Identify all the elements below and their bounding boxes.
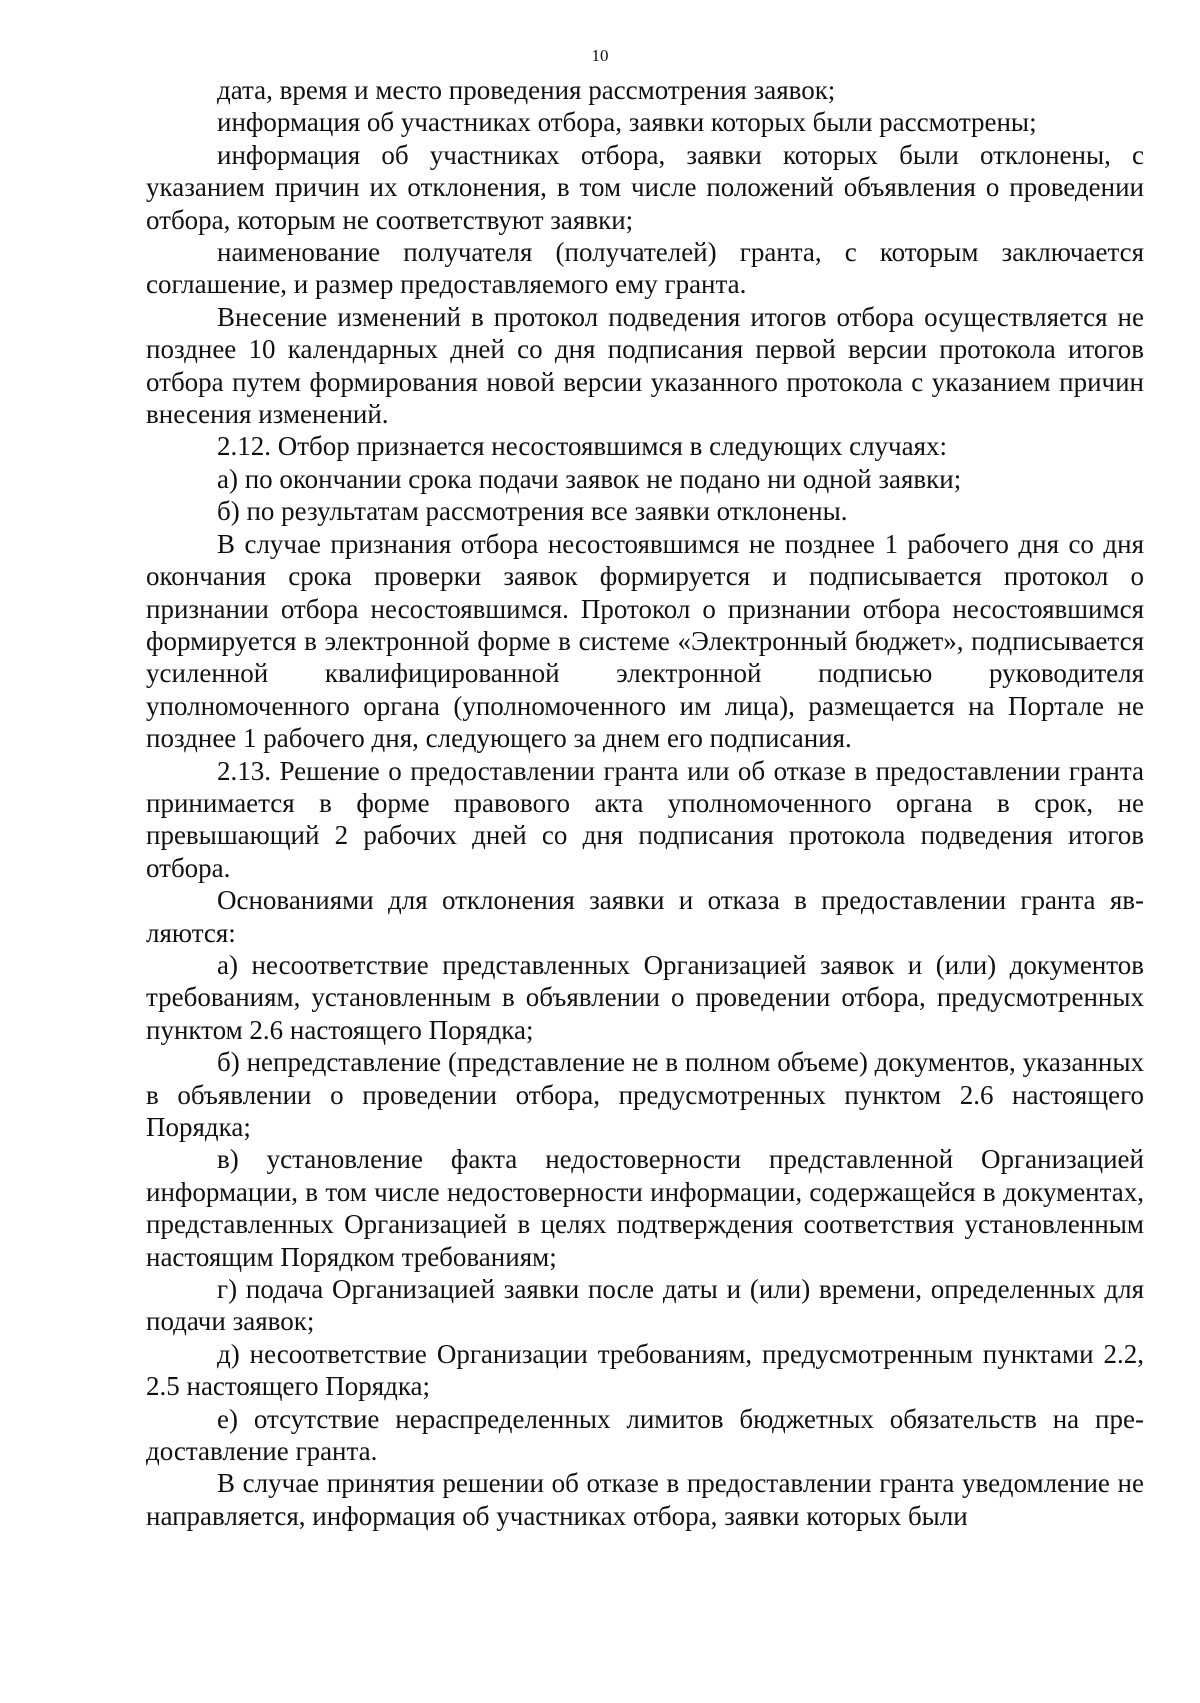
document-body xyxy=(146,74,1144,1532)
paragraph: наименование получателя (получателей) гранта, с которым заключается соглашение, и размер предоставляемого ему гранта. xyxy=(146,237,1144,300)
list-item: в) установление факта недостоверности представленной Организацией информации, в том числе недостоверности информации, содержащейся в документах, представленных Организацией в целях подтверждения соответствия установленным настоящим Порядком требованиям; xyxy=(146,1144,1144,1272)
list-item: г) подача Организацией заявки после даты и (или) времени, определенных для подачи заявок; xyxy=(146,1274,1144,1337)
list-item: б) непредставление (представление не в полном объеме) документов, указанных в объявлении о проведении отбора, предусмотренных пунктом 2.6 настоящего Порядка; xyxy=(146,1047,1144,1142)
page-number: 10 xyxy=(591,46,609,65)
paragraph: информация об участниках отбора, заявки которых были отклонены, с указанием причин их отклонения, в том числе положений объявления о проведении отбора, которым не соответствуют заявки; xyxy=(146,139,1144,235)
paragraph: Основаниями для отклонения заявки и отказа в предоставлении гранта являются: xyxy=(146,885,1144,948)
paragraph: Внесение изменений в протокол подведения итогов отбора осуществляется не позднее 10 календарных дней со дня подписания первой версии протокола итогов отбора путем формирования новой версии указанного протокола с указанием причин внесения изменений. xyxy=(146,301,1144,430)
list-item: е) отсутствие нераспределенных лимитов бюджетных обязательств на предоставление гранта. xyxy=(146,1403,1144,1467)
list-item: д) несоответствие Организации требованиям, предусмотренным пунктами 2.2, 2.5 настоящего Порядка; xyxy=(146,1338,1144,1402)
list-item: а) несоответствие представленных Организацией заявок и (или) документов требованиям, установленным в объявлении о проведении отбора, предусмотренных пунктом 2.6 настоящего Порядка; xyxy=(146,949,1144,1045)
clause-heading: 2.12. Отбор признается несостоявшимся в следующих случаях: xyxy=(217,431,948,462)
paragraph: информация об участниках отбора, заявки которых были рассмотрены; xyxy=(217,107,1037,138)
paragraph: В случае принятия решении об отказе в предоставлении гранта уведомление не направляется, информация об участниках отбора, заявки которых были xyxy=(146,1468,1144,1531)
list-item: б) по результатам рассмотрения все заявки отклонены. xyxy=(217,496,848,527)
paragraph: дата, время и место проведения рассмотрения заявок; xyxy=(217,75,836,105)
list-item: а) по окончании срока подачи заявок не подано ни одной заявки; xyxy=(217,463,962,494)
paragraph: В случае признания отбора несостоявшимся не позднее 1 рабочего дня со дня окончания срока проверки заявок формируется и подписывается протокол о признании отбора несостоявшимся. Протокол о признании отбора несостоявшимся формируется в электронной форме в системе «Электронный бюджет», подписывается усиленной квалифицированной электронной подписью руководителя уполномоченного органа (уполномоченного им лица), размещается на Портале не позднее 1 рабочего дня, следующего за днем его подписания. xyxy=(146,528,1144,754)
clause-heading: 2.13. Решение о предоставлении гранта или об отказе в предоставлении гранта принимается в форме правового акта уполномоченного органа в срок, не превышающий 2 рабочих дней со дня подписания протокола подведения итогов отбора. xyxy=(146,755,1144,883)
